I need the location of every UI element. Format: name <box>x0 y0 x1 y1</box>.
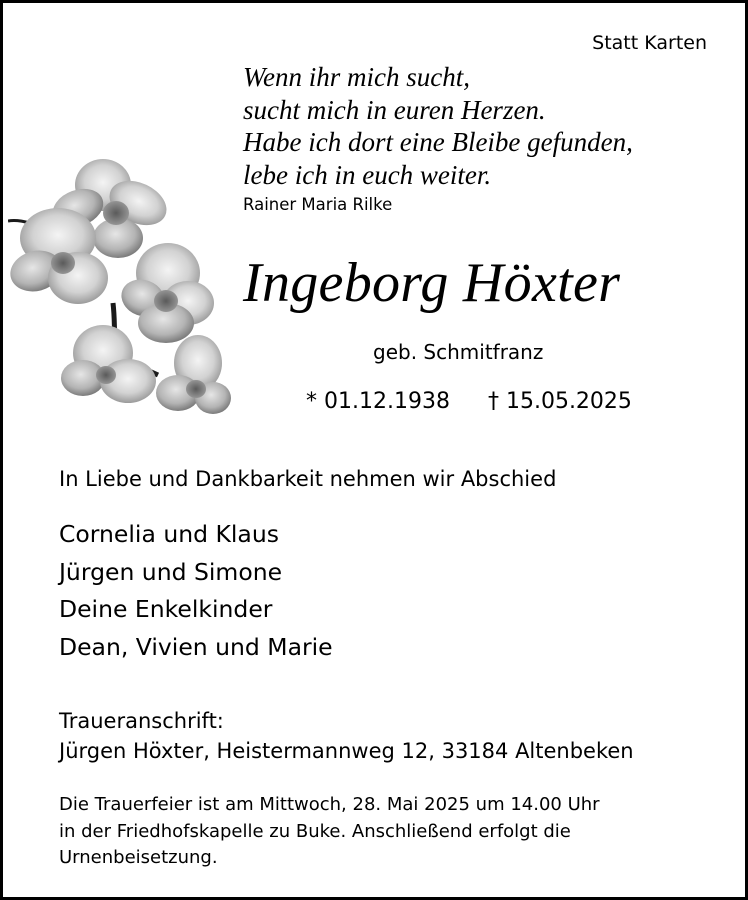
address: Jürgen Höxter, Heistermannweg 12, 33184 Altenbeken <box>59 739 634 763</box>
service-line: Die Trauerfeier ist am Mittwoch, 28. Mai 2025 um 14.00 Uhr <box>59 794 600 815</box>
family-list <box>59 516 333 666</box>
family-member: Jürgen und Simone <box>59 557 283 586</box>
death-date: † 15.05.2025 <box>487 389 632 414</box>
address-label: Traueranschrift: <box>59 709 224 733</box>
service-line: in der Friedhofskapelle zu Buke. Anschließend erfolgt die <box>59 820 571 842</box>
statt-karten-label: Statt Karten <box>592 32 707 54</box>
farewell-line: In Liebe und Dankbarkeit nehmen wir Abschied <box>59 467 557 491</box>
service-line: Urnenbeisetzung. <box>59 847 218 868</box>
poem-line: sucht mich in euren Herzen. <box>243 94 546 125</box>
poem-line: Wenn ihr mich sucht, <box>243 62 470 92</box>
poem <box>243 61 633 191</box>
birth-date: * 01.12.1938 <box>306 389 450 414</box>
family-member: Cornelia und Klaus <box>59 520 279 548</box>
poem-line: lebe ich in euch weiter. <box>243 159 492 190</box>
birth-name: geb. Schmitfranz <box>373 340 544 364</box>
life-dates <box>306 389 632 414</box>
orchid-icon <box>8 153 238 423</box>
service-info <box>59 792 600 872</box>
family-member: Deine Enkelkinder <box>59 595 273 623</box>
family-member: Dean, Vivien und Marie <box>59 632 333 661</box>
deceased-name: Ingeborg Höxter <box>243 252 621 314</box>
poem-author: Rainer Maria Rilke <box>243 195 393 214</box>
poem-line: Habe ich dort eine Bleibe gefunden, <box>243 127 633 157</box>
